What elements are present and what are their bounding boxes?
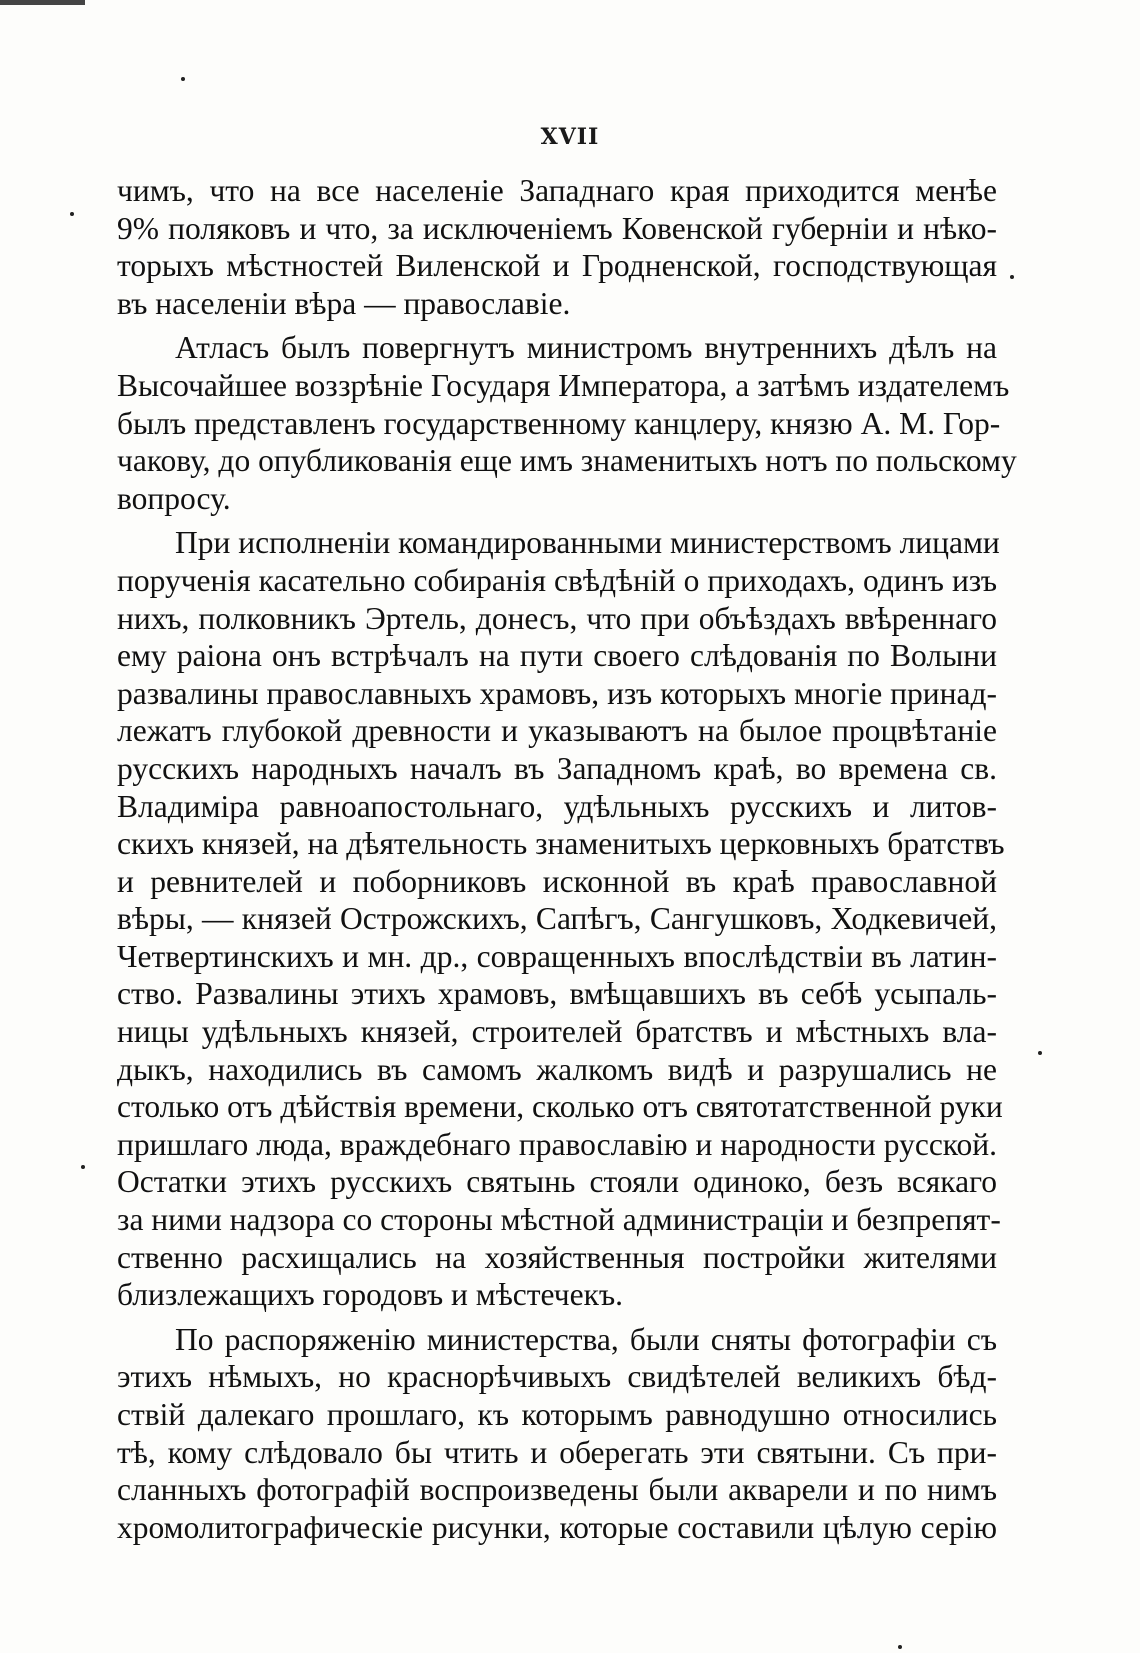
text-line: нихъ, полковникъ Эртель, донесъ, что при объѣздахъ ввѣреннаго: [117, 600, 997, 636]
text-line: чакову, до опубликованія еще имъ знаменитыхъ нотъ по польскому: [117, 443, 1017, 479]
text-line: По распоряженію министерства, были сняты фотографіи съ: [175, 1321, 997, 1357]
text-line: дыкъ, находились въ самомъ жалкомъ видѣ и разрушались не: [117, 1051, 997, 1087]
text-line: торыхъ мѣстностей Виленской и Гродненской, господствующая: [117, 248, 997, 284]
page-number: XVII: [540, 124, 600, 150]
text-line: ему раіона онъ встрѣчалъ на пути своего слѣдованія по Волыни: [117, 638, 997, 674]
text-line: Высочайшее воззрѣніе Государя Императора, а затѣмъ издателемъ: [117, 367, 1010, 403]
text-line: былъ представленъ государственному канцлеру, князю А. М. Гор-: [117, 405, 1001, 441]
scan-speck: [81, 1165, 85, 1169]
scan-speck: [898, 1645, 902, 1649]
paragraph-gap: [117, 1314, 997, 1321]
text-line: вѣры, — князей Острожскихъ, Сапѣгъ, Сангушковъ, Ходкевичей,: [117, 901, 997, 937]
text-line: этихъ нѣмыхъ, но краснорѣчивыхъ свидѣтелей великихъ бѣд-: [117, 1359, 997, 1395]
text-line: развалины православныхъ храмовъ, изъ которыхъ многіе принад-: [117, 675, 997, 711]
scan-edge-mark: [0, 0, 85, 5]
text-line: ственно расхищались на хозяйственныя постройки жителями: [117, 1239, 997, 1275]
text-line: ницы удѣльныхъ князей, строителей братствъ и мѣстныхъ вла-: [117, 1014, 997, 1050]
text-line: ствій далекаго прошлаго, къ которымъ равнодушно относились: [117, 1397, 997, 1432]
text-line: Атласъ былъ повергнутъ министромъ внутреннихъ дѣлъ на: [175, 330, 997, 366]
text-line: въ населеніи вѣра — православіе.: [117, 285, 571, 321]
text-line: Четвертинскихъ и мн. др., совращенныхъ впослѣдствіи въ латин-: [117, 938, 997, 974]
paragraph-gap: [117, 517, 997, 524]
text-line: столько отъ дѣйствія времени, сколько отъ святотатственной руки: [117, 1089, 1003, 1125]
text-line: ство. Развалины этихъ храмовъ, вмѣщавшихъ въ себѣ усыпаль-: [117, 976, 997, 1012]
text-line: порученія касательно собиранія свѣдѣній о приходахъ, одинъ изъ: [117, 562, 997, 598]
text-line: Остатки этихъ русскихъ святынь стояли одиноко, безъ всякаго: [117, 1164, 997, 1200]
text-line: Владиміра равноапостольнаго, удѣльныхъ русскихъ и литов-: [117, 788, 997, 824]
body-text: [117, 172, 1017, 1546]
scan-speck: [70, 212, 74, 216]
text-line: русскихъ народныхъ началъ въ Западномъ краѣ, во времена св.: [117, 750, 997, 786]
text-line: 9% поляковъ и что, за исключеніемъ Ковенской губерніи и нѣко-: [117, 210, 997, 246]
scan-speck: [1010, 275, 1014, 279]
text-line: скихъ князей, на дѣятельность знаменитыхъ церковныхъ братствъ: [117, 826, 1005, 862]
text-line: близлежащихъ городовъ и мѣстечекъ.: [117, 1277, 624, 1313]
paragraph-gap: [117, 322, 997, 329]
text-line: тѣ, кому слѣдовало бы чтить и оберегать эти святыни. Съ при-: [117, 1434, 997, 1470]
scan-speck: [181, 77, 185, 81]
text-line: и ревнителей и поборниковъ исконной въ краѣ православной: [117, 863, 997, 899]
text-line: хромолитографическіе рисунки, которые составили цѣлую серію: [117, 1509, 997, 1545]
text-line: чимъ, что на все населеніе Западнаго края приходится менѣе: [117, 173, 997, 208]
text-line: за ними надзора со стороны мѣстной администраціи и безпрепят-: [117, 1202, 1001, 1238]
text-line: вопросу.: [117, 480, 231, 516]
scan-speck: [1038, 1051, 1042, 1055]
text-line: При исполненіи командированными министерствомъ лицами: [175, 525, 1000, 561]
text-line: пришлаго люда, враждебнаго православію и народности русской.: [117, 1126, 997, 1162]
text-line: лежатъ глубокой древности и указываютъ на былое процвѣтаніе: [117, 713, 997, 749]
text-line: сланныхъ фотографій воспроизведены были акварели и по нимъ: [117, 1472, 997, 1508]
